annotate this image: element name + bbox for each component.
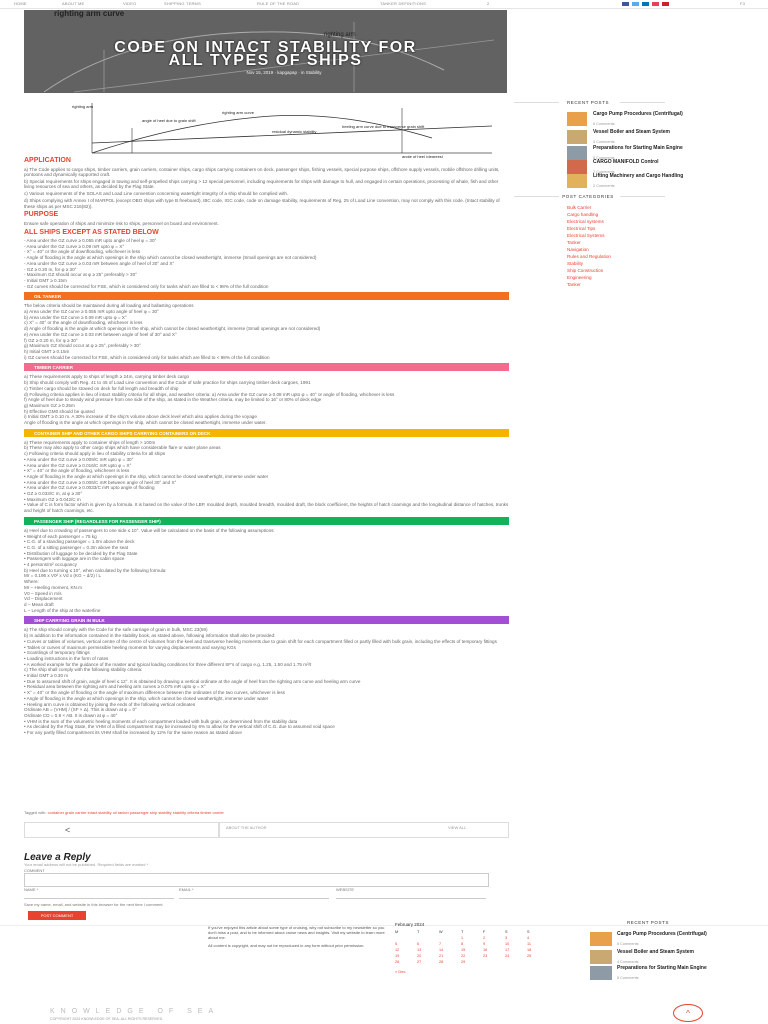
calendar-title: February 2024 — [395, 922, 425, 927]
calendar-day[interactable]: 27 — [417, 960, 422, 964]
list-item: • For any partly filled compartment its VHM shall be increased by 12% for the same reason as stated above — [24, 730, 242, 736]
nav-video[interactable]: VIDEO — [123, 1, 137, 6]
section-bar-container-ship: CONTAINER SHIP AND OTHER CARGO SHIPS CARRYING CONTAINERS ON DECK — [24, 429, 509, 437]
comment-textarea[interactable] — [24, 873, 489, 887]
list-item: b) Heel due to turning ≤ 10°, when calculated by the following formula: — [24, 567, 167, 573]
list-item: Where: — [24, 579, 39, 585]
list-item: - GZ curves should be corrected for FSE, which is considered only for tanks which are filled to < 98% of the full condition — [24, 283, 269, 289]
calendar-widget — [395, 930, 560, 966]
heading-all-ships: ALL SHIPS EXCEPT AS STATED BELOW — [24, 228, 159, 236]
post-thumbnail[interactable] — [567, 146, 587, 160]
section-bar-timber-carrier: TIMBER CARRIER — [24, 363, 509, 371]
list-item: Angle of flooding is the angle at which openings in the ship, which cannot be closed weathertight, immerse under water. — [24, 420, 267, 426]
recent-post-title[interactable]: Vessel Boiler and Steam System — [617, 949, 694, 955]
list-item: g) Maximum GZ ≥ 0.25m — [24, 402, 75, 408]
list-item: a) Heel due to crowding of passengers to one side ≤ 10°. Value will be calculated on the basis of the following assumptions: — [24, 527, 275, 533]
tags-label: Tagged with: — [24, 810, 47, 815]
list-item: Mr = 0.196 x V0² x Vd x (KG − d/2) / L — [24, 573, 102, 579]
calendar-day[interactable] — [483, 960, 505, 966]
sidebar-rule — [514, 102, 559, 103]
top-navigation — [0, 0, 768, 9]
list-item: a) The ship should comply with the Code for the safe carriage of grain in bulk, MSC 23(59) — [24, 627, 208, 633]
passenger-ship-list — [24, 528, 509, 614]
previous-post-nav[interactable] — [24, 822, 219, 838]
calendar-prev-link[interactable]: « Dec — [395, 969, 406, 974]
figure-label-angle-grain-shift: angle of heel due to grain shift — [142, 118, 196, 123]
heading-application: APPLICATION — [24, 157, 71, 164]
list-item: • 4 persons/m² occupancy — [24, 562, 77, 568]
category-link[interactable]: Electrical systems — [567, 219, 604, 224]
list-item: • Area under the GZ curve ≥ 0.009/C mR upto φ = 30° — [24, 456, 134, 462]
list-item: • Passengers with luggage are in the cabin space — [24, 556, 125, 562]
list-item: a) Area under the GZ curve ≥ 0.055 mR upto angle of heel φ = 30° — [24, 309, 159, 315]
list-item: • Scantlings of temporary fittings — [24, 650, 90, 656]
calendar-day[interactable]: 25 — [527, 954, 532, 958]
list-item: • Due to assumed shift of grain, angle of heel ≤ 12°. It is obtained by drawing a vertical ordinate at the angle of heel from the righting arm curve and heeling arm curve — [24, 678, 361, 684]
application-paragraph-3: c) Various requirements of the SOLAS and Load Line convention concerning watertight integrity of a ship should be complied with. — [24, 191, 289, 197]
category-link[interactable]: Navigation — [567, 247, 589, 252]
list-item: • Maximum GZ ≥ 0.042/C m — [24, 496, 81, 502]
list-item: • Distribution of luggage to be decided by the Flag State — [24, 550, 138, 556]
calendar-day[interactable]: 24 — [505, 954, 510, 958]
view-all-link[interactable]: VIEW ALL — [448, 825, 467, 830]
category-link[interactable]: Electrical Tips — [567, 226, 596, 231]
post-tags — [24, 810, 509, 815]
website-label: WEBSITE — [336, 887, 355, 892]
website-field[interactable] — [336, 892, 486, 899]
list-item: Ordinate CD = 0.8 × AB. It is drawn at φ = 40° — [24, 712, 118, 718]
list-item: d – Mean draft — [24, 602, 54, 607]
list-item: • GZ ≥ 0.033/C m, at φ ≥ 30° — [24, 491, 83, 497]
calendar-day[interactable]: 19 — [395, 954, 400, 958]
twitter-icon[interactable] — [632, 2, 639, 6]
recent-post-title[interactable]: Preparations for Starting Main Engine — [593, 145, 683, 151]
nav-right-label: F3 — [740, 1, 746, 6]
recent-posts-heading: RECENT POSTS — [566, 100, 610, 105]
list-item: b) Area under the GZ curve ≥ 0.09 mR upto φ = X° — [24, 314, 127, 320]
list-item: i) Initial GMT ≥ 0.10 m. A 30% increase of the ship's volume above deck level which also applies during the voyage — [24, 414, 257, 420]
instagram-icon[interactable] — [652, 2, 659, 6]
pinterest-icon[interactable] — [662, 2, 669, 6]
calendar-day-head: S — [505, 930, 508, 934]
nav-rule-of-road[interactable]: RULE OF THE ROAD — [257, 1, 300, 6]
recent-post-item[interactable] — [567, 160, 717, 174]
sidebar-rule — [514, 196, 559, 197]
list-item: - Initial GMT ≥ 0.15m — [24, 277, 67, 283]
calendar-day-head: T — [461, 930, 464, 934]
chevron-left-icon[interactable]: < — [65, 825, 71, 835]
calendar-day[interactable]: 13 — [417, 948, 422, 952]
calendar-day[interactable]: 26 — [395, 960, 400, 964]
list-item: • Initial GMT ≥ 0.30 m — [24, 673, 69, 679]
calendar-day[interactable]: 20 — [417, 954, 422, 958]
list-item: • Area under the GZ curve ≥ 0.0033/C mR upto angle of flooding — [24, 485, 155, 491]
hero-banner — [24, 10, 507, 93]
timber-carrier-list — [24, 374, 509, 425]
about-author-label: ABOUT THE AUTHOR — [226, 825, 267, 830]
calendar-day[interactable]: 6 — [417, 942, 420, 946]
list-item: • Residual area between the righting arm and heeling arm curves ≥ 0.075 mR upto φ = X° — [24, 684, 206, 690]
comment-label: COMMENT — [24, 868, 45, 873]
tags-links[interactable]: container grain carrier intact stability oil tanker passenger ship stability stability criteria timber carrier — [47, 810, 224, 815]
list-item: - Area under the GZ curve ≥ 0.03 mR between angle of heel of 30° and X° — [24, 260, 175, 266]
post-author[interactable]: kapgapap — [277, 70, 298, 75]
calendar-day[interactable]: 17 — [505, 948, 510, 952]
oil-tanker-list — [24, 303, 509, 360]
calendar-day[interactable]: 16 — [483, 948, 488, 952]
category-link[interactable]: Bulk Carrier — [567, 205, 592, 210]
name-label: NAME * — [24, 887, 39, 892]
scroll-to-top-button[interactable]: ^ — [673, 1004, 703, 1022]
list-item: b) In addition to the information contained in the stability book, as stated above, following information shall also be provided: — [24, 633, 276, 639]
calendar-day[interactable]: 23 — [483, 954, 488, 958]
list-item: - Maximum GZ should occur at φ ≥ 25° preferably > 30° — [24, 272, 137, 278]
calendar-day[interactable]: 3 — [505, 936, 508, 940]
calendar-day-head: S — [527, 930, 530, 934]
recent-post-title[interactable]: Cargo Pump Procedures (Centrifugal) — [617, 931, 707, 937]
calendar-week-row — [395, 960, 560, 966]
list-item: i) GZ curves should be corrected for FSE, which is considered only for tanks which are filled to < 98% of the full condition — [24, 354, 270, 360]
stability-diagram — [72, 98, 502, 158]
nav-page-number[interactable]: 2 — [487, 1, 490, 6]
leave-reply-heading: Leave a Reply — [24, 852, 91, 863]
recent-post-comments: 2 Comments — [593, 184, 615, 188]
list-item: • C.G. of a standing passenger = 1.0m above the deck — [24, 539, 135, 545]
list-item: • VHM is the sum of the volumetric heeling moments of each compartment loaded with bulk grain, as determined from the stability data — [24, 718, 298, 724]
list-item: • Weight of each passenger = 75 kg — [24, 533, 97, 539]
recent-post-comments: 6 Comments — [617, 942, 639, 946]
category-link[interactable]: Electrical Systems — [567, 233, 605, 238]
figure-label-residual-stability: residual dynamic stability — [272, 129, 317, 134]
category-link[interactable]: Tanker — [567, 240, 581, 245]
list-item: • Angle of flooding is the angle at which openings in the ship, which cannot be closed weathertight, immerse under water — [24, 695, 269, 701]
list-item: • Angle of flooding is the angle at which openings in the ship, which cannot be closed weathertight, immerse under water — [24, 473, 269, 479]
list-item: • As decided by the Flag State, the VHM of a filled compartment may be increased by 6% to allow for the vertical shift of C.G. due to assumed void space — [24, 724, 335, 730]
list-item: - GZ ≥ 0.20 m, for φ ≥ 30° — [24, 266, 77, 272]
recent-post-comments: 2 Comments — [593, 170, 615, 174]
calendar-day[interactable]: 5 — [395, 942, 398, 946]
list-item: • Loading instructions in the form of notes — [24, 655, 109, 661]
list-item: • X° = 40° or the angle of flooding or the angle of maximum difference between the ordinates of the two curves, whichever is less — [24, 690, 285, 696]
recent-post-comments: 6 Comments — [593, 122, 615, 126]
list-item: g) Maximum GZ should occur at φ ≥ 25°, preferably > 30° — [24, 343, 141, 349]
post-thumbnail[interactable] — [567, 130, 587, 144]
recent-post-item[interactable] — [567, 146, 717, 160]
list-item: Ordinate AB = (VHM) / (SF × Δ). This is drawn at φ = 0° — [24, 707, 137, 713]
footer-about-paragraph: If you've enjoyed this article about some type of cruising, why not subscribe to my newsletter so you don't miss a post, and to be informed about cruise news and insights. Visit my website to learn more about me. — [208, 925, 385, 940]
recent-post-title[interactable]: Vessel Boiler and Steam System — [593, 129, 670, 135]
list-item: a) These requirements apply to ships of length ≥ 24m, carrying timber deck cargo — [24, 374, 190, 380]
list-item: • Area under the GZ curve ≥ 0.006/C mR between angle of heel 30° and X° — [24, 479, 177, 485]
hero-label-righting-arm-curve: righting arm curve — [54, 10, 125, 18]
footer-recent-heading: RECENT POSTS — [626, 920, 670, 925]
calendar-day-head: M — [395, 930, 399, 934]
recent-post-item[interactable] — [567, 112, 717, 126]
post-thumbnail[interactable] — [590, 966, 612, 980]
post-categories-heading: POST CATEGORIES — [562, 194, 614, 199]
calendar-day[interactable]: 21 — [439, 954, 444, 958]
calendar-day-head: T — [417, 930, 420, 934]
grain-list — [24, 627, 509, 735]
figure-label-angle-of-heel: angle of heel (degrees) — [402, 154, 444, 158]
sidebar-rule — [620, 102, 665, 103]
recent-post-title[interactable]: CARGO MANIFOLD Control — [593, 159, 659, 165]
category-link[interactable]: Cargo handling — [567, 212, 599, 217]
application-paragraph-2: b) Special requirements for ships engaged in towing and self-propelled ships carrying > 12 special personnel, including requirements for ships with damage to hull, and engaged in certain operations, processing of whale, fish and other living resources of sea and others, as decided by the Flag State. — [24, 178, 499, 190]
linkedin-icon[interactable] — [642, 2, 649, 6]
recent-post-title[interactable]: Cargo Pump Procedures (Centrifugal) — [593, 111, 683, 117]
post-category[interactable]: in Stability — [301, 70, 322, 75]
category-link[interactable]: Rules and Regulation — [567, 254, 611, 259]
list-item: c) Timber cargo should be stowed on deck for full length and breadth of ship — [24, 385, 179, 391]
post-thumbnail[interactable] — [590, 950, 612, 964]
list-item: Mr – Heeling moment, KN.m — [24, 584, 82, 590]
recent-post-item[interactable] — [567, 174, 717, 188]
list-item: - Area under the GZ curve ≥ 0.09 mR upto φ = X° — [24, 243, 125, 249]
heading-purpose: PURPOSE — [24, 211, 59, 219]
list-item: • A worked example for the guidance of the master and typical loading conditions for three different SF's of cargo e.g. 1.25, 1.50 and 1.75 m³/t — [24, 661, 312, 667]
page-title: CODE ON INTACT STABILITY FOR ALL TYPES OF SHIPS — [114, 39, 417, 69]
list-item: d) Following criteria applies in lieu of intact stability criteria for all ships, and weather criteria: a) Area under the GZ curve ≥ 0.08 mR upto φ = 40° or angle of flooding, whichever is less — [24, 391, 395, 397]
category-link[interactable]: Stability — [567, 261, 584, 266]
recent-post-comments: 4 Comments — [593, 140, 615, 144]
save-info-checkbox-label[interactable]: Save my name, email, and website in this browser for the next time I comment. — [24, 902, 164, 907]
application-paragraph-1: a) The Code applies to cargo ships, timber carriers, grain carriers, container ships, cargo ships carrying containers on deck, passenger ships, fishing vessels, special purpose ships, offshore supply vessels, mobile offshore drilling units, pontoons and dynamically supported craft. — [24, 166, 500, 177]
recent-post-title[interactable]: Lifting Machinery and Cargo Handling — [593, 173, 684, 179]
figure-label-heeling-arm-curve: heeling arm curve due to transverse grain shift — [342, 124, 425, 129]
list-item: - X° = 40° or the angle of downflooding, whichever is less — [24, 249, 141, 255]
calendar-day[interactable]: 4 — [527, 936, 530, 940]
application-paragraph-4: d) Ships complying with Annex I of MARPOL (except OBO ships with type B freeboard), IBC code, IGC code, code on damage stability, requirements of Reg. 25 of Load Line convention, may not comply with this code. (Intact stability of these ships as per MSC 216(82)). — [24, 198, 500, 209]
list-item: b) Ship should comply with Reg. 41 to 45 of Load Line convention and the Code of safe practice for ships carrying timber deck cargoes, 1991 — [24, 380, 311, 386]
container-ship-list — [24, 440, 509, 514]
category-link[interactable]: Engineering — [567, 275, 592, 280]
list-item: a) These requirements apply to container ships of length > 100m — [24, 439, 156, 445]
nav-shipping-terms[interactable]: SHIPPING TERMS — [164, 1, 201, 6]
calendar-rows — [395, 936, 560, 966]
list-item: The below criteria should be maintained during all loading and ballasting operations — [24, 303, 194, 309]
list-item: Vd – Displacement — [24, 596, 63, 602]
list-item: d) Angle of flooding is the angle at which openings in the ship, which cannot be closed weathertight, immerse (Small openings are not considered) — [24, 326, 321, 332]
footer-copyright: COPYRIGHT 2024 KNOWLEDGE OF SEA. ALL RIGHTS RESERVED. — [50, 1017, 164, 1021]
footer-about-text — [208, 925, 388, 948]
figure-label-righting-arm-curve: righting arm curve — [222, 110, 255, 115]
all-ships-list — [24, 238, 509, 289]
sidebar-rule — [620, 196, 665, 197]
email-field[interactable] — [179, 892, 329, 899]
list-item: h) Effective GM0 should be quoted — [24, 408, 95, 414]
post-date: Nov 15, 2019 — [246, 70, 274, 75]
post-meta: Nov 15, 2019 · kapgapap · in Stability — [246, 70, 322, 75]
footer-recent-post[interactable] — [590, 966, 740, 980]
calendar-day[interactable]: 2 — [483, 936, 486, 940]
nav-home[interactable]: HOME — [14, 1, 27, 6]
calendar-day-head: F — [483, 930, 486, 934]
hero-label-righting-arm: righting arm — [324, 32, 356, 38]
post-thumbnail[interactable] — [590, 932, 612, 946]
list-item: c) The ship shall comply with the following stability criteria: — [24, 667, 143, 673]
calendar-day[interactable]: 18 — [527, 948, 532, 952]
footer-recent-post[interactable] — [590, 932, 740, 946]
list-item: V0 – Speed in m/s — [24, 590, 62, 596]
calendar-day[interactable] — [527, 960, 549, 966]
list-item: f) GZ ≥ 0.20 m, for φ ≥ 30° — [24, 337, 78, 343]
author-box — [219, 822, 509, 838]
reply-note: Your email address will not be published. Required fields are marked * — [24, 862, 149, 867]
calendar-day[interactable]: 29 — [461, 960, 466, 964]
post-comment-button[interactable]: POST COMMENT — [28, 911, 86, 920]
recent-post-title[interactable]: Preparations for Starting Main Engine — [617, 965, 707, 971]
list-item: • X° = 40° or the angle of flooding, whichever is less — [24, 468, 130, 474]
calendar-day-head: W — [439, 930, 443, 934]
post-thumbnail[interactable] — [567, 160, 587, 174]
calendar-day[interactable] — [505, 960, 527, 966]
calendar-day[interactable]: 1 — [461, 936, 464, 940]
name-field[interactable] — [24, 892, 174, 899]
article-body — [24, 155, 509, 736]
list-item: h) Initial GMT ≥ 0.15m — [24, 348, 70, 354]
purpose-paragraph: Ensure safe operation of ships and minimize risk to ships, personnel on board and environment. — [24, 221, 219, 227]
recent-post-comments: 5 Comments — [617, 976, 639, 980]
list-item: • Tables or curves of maximum permissible heeling moments for varying displacements and varying KGs — [24, 644, 236, 650]
list-item: • Value of C is form factor which is given by a formula. It is based on the value of the LBP, moulded depth, moulded breadth, moulded draft, the block coefficient, the heights of hatch coamings and the longitudinal distance of hatches, trunks and height of hatch coamings, etc. — [24, 502, 509, 514]
nav-tanker-definitions[interactable]: TANKER DEFINITIONS — [380, 1, 426, 6]
calendar-day[interactable]: 15 — [461, 948, 466, 952]
facebook-icon[interactable] — [622, 2, 629, 6]
list-item: e) Area under the GZ curve ≥ 0.03 mR between angle of heel of 30° and X° — [24, 331, 177, 337]
list-item: • Heeling arm curve is obtained by joining the ends of the following vertical ordinates — [24, 701, 196, 707]
section-bar-oil-tanker: OIL TANKER — [24, 292, 509, 300]
email-label: EMAIL * — [179, 887, 194, 892]
calendar-day[interactable]: 14 — [439, 948, 444, 952]
nav-about[interactable]: ABOUT ME — [62, 1, 85, 6]
calendar-day[interactable]: 7 — [439, 942, 442, 946]
list-item: • Curves or tables of volumes, vertical centre of the centre of volumes from the keel and transverse heeling moments due to grain shift for each compartment filled or partly filled with bulk grain, including the effects of temporary fittings — [24, 638, 497, 644]
footer-copyright-paragraph: All content is copyright, and may not be reproduced in any form without prior permission. — [208, 943, 365, 948]
calendar-day[interactable]: 22 — [461, 954, 466, 958]
calendar-day[interactable]: 10 — [505, 942, 510, 946]
category-link[interactable]: Ship Construction — [567, 268, 604, 273]
calendar-day[interactable]: 8 — [461, 942, 464, 946]
figure-label-righting-arm: righting arm — [72, 104, 94, 109]
footer-brand: KNOWLEDGE OF SEA — [50, 1008, 220, 1015]
section-bar-passenger-ship: PASSENGER SHIP (REGARDLESS FOR PASSENGER SHIP) — [24, 517, 509, 525]
recent-post-comments: 4 Comments — [617, 960, 639, 964]
footer-recent-post[interactable] — [590, 950, 740, 964]
list-item: L – Length of the ship at the waterline — [24, 607, 101, 613]
list-item: c) Following criteria should apply in lieu of stability criteria for all ships — [24, 451, 166, 457]
list-item: - Area under the GZ curve ≥ 0.055 mR upto angle of heel φ = 30° — [24, 238, 157, 244]
post-thumbnail[interactable] — [567, 112, 587, 126]
calendar-day[interactable]: 9 — [483, 942, 486, 946]
calendar-day[interactable]: 11 — [527, 942, 531, 946]
list-item: • C.G. of a sitting passenger = 0.3m above the seat — [24, 544, 129, 550]
list-item: - Angle of flooding is the angle at which openings in the ship which cannot be closed weathertight, immerse (Small openings are not considered) — [24, 255, 317, 261]
section-bar-grain: SHIP CARRYING GRAIN IN BULK — [24, 616, 509, 624]
list-item: c) X° = 40° or the angle of downflooding, whichever is less — [24, 320, 143, 326]
recent-post-comments: 5 Comments — [593, 156, 615, 160]
post-thumbnail[interactable] — [567, 174, 587, 188]
calendar-day[interactable]: 12 — [395, 948, 400, 952]
category-link[interactable]: Tanker — [567, 282, 581, 287]
list-item: f) Angle of heel due to steady wind pressure from one side of the ship, as stated in the Weather criteria, may be limited to 16° or 80% of deck edge — [24, 397, 322, 403]
list-item: b) These may also apply to other cargo ships which have considerable flare or water plane areas — [24, 445, 221, 451]
recent-post-item[interactable] — [567, 130, 717, 144]
list-item: • Area under the GZ curve ≥ 0.016/C mR upto φ = X° — [24, 462, 132, 468]
calendar-day[interactable]: 28 — [439, 960, 444, 964]
